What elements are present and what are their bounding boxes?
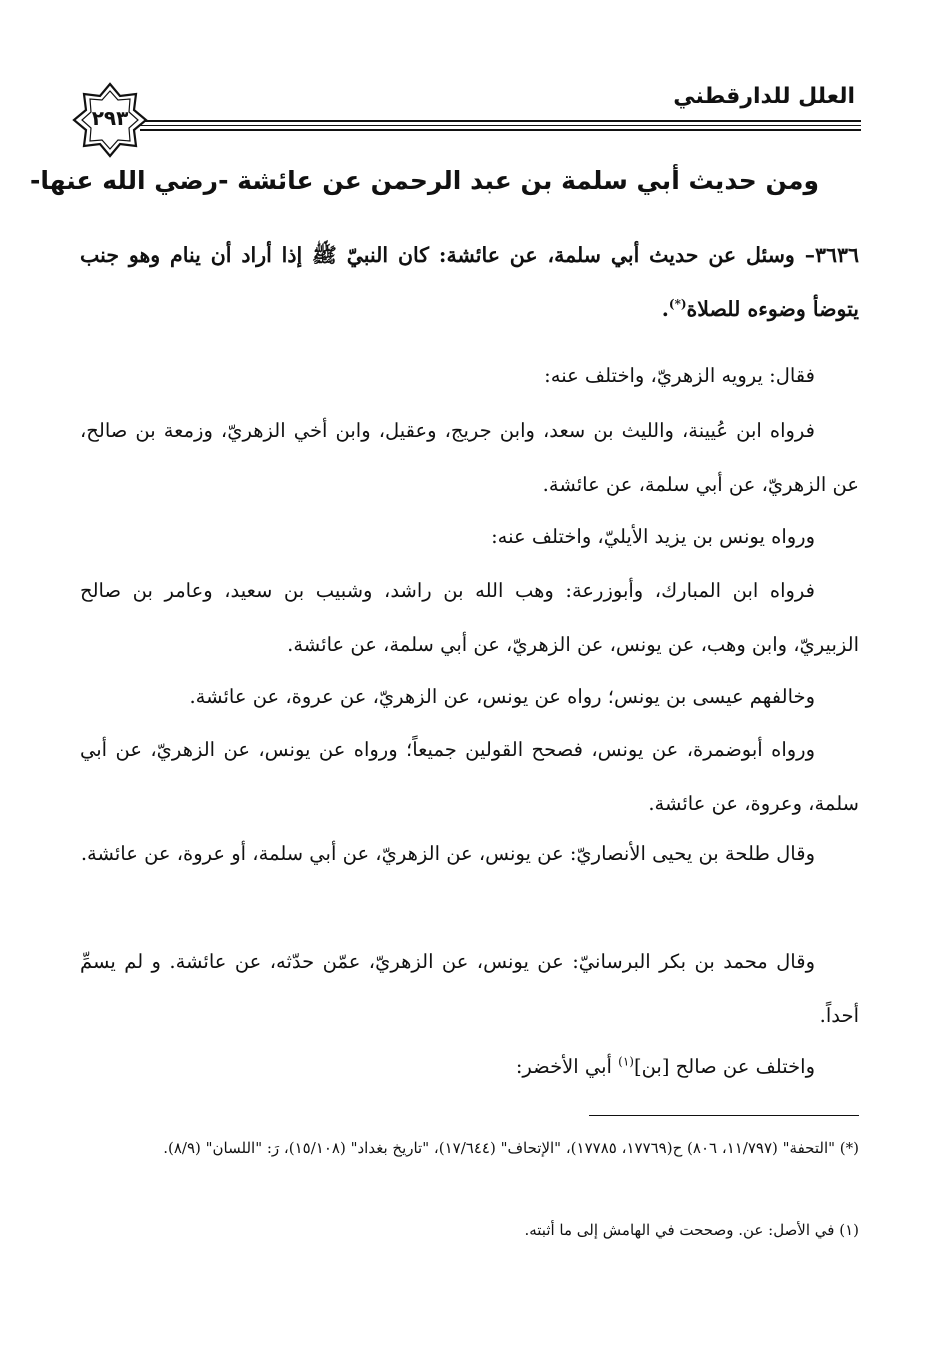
footnote-marker: (١) [618,1054,634,1069]
running-title: العلل للدارقطني [673,84,855,109]
header-rule [140,125,861,126]
footnote-marker: (*) [668,297,687,312]
paragraph: فرواه ابن عُيينة، والليث بن سعد، وابن جريج، وعقيل، وابن أخي الزهريّ، وزمعة بن صالح، عن الزهريّ، عن أبي سلمة، عن عائشة. [80,419,859,496]
entry-question-text: – وسئل عن حديث أبي سلمة، عن عائشة: كان النبيّ ﷺ إذا أراد أن ينام وهو جنب يتوضأ وضوءه للصلاة [80,243,859,321]
end-punctuation: . [661,297,669,321]
footnote-separator [589,1115,859,1116]
chapter-title: ومن حديث أبي سلمة بن عبد الرحمن عن عائشة -رضي الله عنها- [29,166,819,195]
header-rule [140,120,861,122]
paragraph: وقال طلحة بن يحيى الأنصاريّ: عن يونس، عن الزهريّ، عن أبي سلمة، أو عروة، عن عائشة. [80,842,815,865]
paragraph [80,1040,859,1094]
page-number: ٢٩٣ [91,106,129,130]
header-rule [140,129,861,131]
footnote: (١) في الأصل: عن. وصححت في الهامش إلى ما أثبته. [524,1221,859,1239]
page-number-badge [72,82,148,158]
paragraph: ورواه أبوضمرة، عن يونس، فصحح القولين جميعاً؛ ورواه عن يونس، عن الزهريّ، عن أبي سلمة، وعروة، عن عائشة. [80,738,859,815]
last-line-text: واختلف عن صالح [بن] [633,1055,815,1078]
footnote: (*) "التحفة" (١١/٧٩٧، ٨٠٦) ح(١٧٧٦٩، ١٧٧٨٥)، "الإتحاف" (١٧/٦٤٤)، "تاريخ بغداد" (١٥/١٠٨)، رَ: "اللسان" (٨/٩). [163,1139,859,1157]
last-line-tail: أبي الأخضر: [515,1055,619,1078]
paragraph: فقال: يرويه الزهريّ، واختلف عنه: [544,364,815,387]
entry-question [80,228,859,336]
paragraph: ورواه يونس بن يزيد الأيليّ، واختلف عنه: [491,525,815,548]
paragraph: وقال محمد بن بكر البرسانيّ: عن يونس، عن الزهريّ، عمّن حدّثه، عن عائشة. و لم يسمِّ أحداً. [80,950,859,1027]
entry-number: ٣٦٣٦ [814,243,859,267]
paragraph: فرواه ابن المبارك، وأبوزرعة: وهب الله بن راشد، وشبيب بن سعيد، وعامر بن صالح الزبيريّ، وابن وهب، عن يونس، عن الزهريّ، عن أبي سلمة، عن عائشة. [80,579,859,656]
paragraph: وخالفهم عيسى بن يونس؛ رواه عن يونس، عن الزهريّ، عن عروة، عن عائشة. [189,685,815,708]
